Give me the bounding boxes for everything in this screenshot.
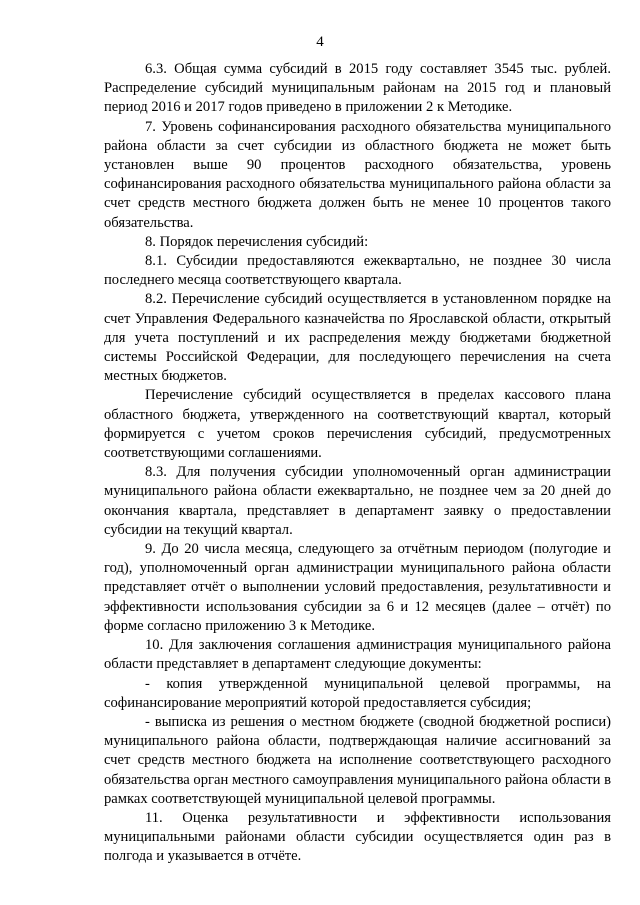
list-item-budget-extract: - выписка из решения о местном бюджете (сводной бюджетной росписи) муниципального района области, подтверждающая наличие ассигнований за счет средств местного бюджета на исполнение соответствующего расходного обязательства орган местного самоуправления муниципального района области в рамках соответствующей муниципальной целевой программы.	[104, 713, 611, 807]
paragraph-8: 8. Порядок перечисления субсидий:	[145, 233, 369, 250]
paragraph-11: 11. Оценка результативности и эффективности использования муниципальными районами области субсидии осуществляется один раз в полгода и указывается в отчёте.	[104, 809, 611, 865]
paragraph-6-3: 6.3. Общая сумма субсидий в 2015 году составляет 3545 тыс. рублей. Распределение субсидий муниципальным районам на 2015 год и плановый период 2016 и 2017 годов приведено в приложении 2 к Методике.	[104, 61, 611, 116]
paragraph-8-3: 8.3. Для получения субсидии уполномоченный орган администрации муниципального района области ежеквартально, не позднее чем за 20 дней до окончания квартала, представляет в департамент заявку о предоставлении субсидии на текущий квартал.	[104, 464, 611, 538]
paragraph-10: 10. Для заключения соглашения администрация муниципального района области представляет в департамент следующие документы:	[104, 637, 611, 673]
paragraph-7: 7. Уровень софинансирования расходного обязательства муниципального района области за счет субсидии из областного бюджета не может быть установлен выше 90 процентов расходного обязательства, уровень софинансирования расходного обязательства муниципального района области за счет средств местного бюджета должен быть не менее 10 процентов такого обязательства.	[104, 118, 611, 231]
document-body	[104, 60, 611, 867]
paragraph-8-2: 8.2. Перечисление субсидий осуществляется в установленном порядке на счет Управления Федерального казначейства по Ярославской области, открытый для учета поступлений и их распределения между бюджетами бюджетной системы Российской Федерации, для последующего перечисления на счета местных бюджетов.	[104, 291, 611, 385]
page-number: 4	[316, 34, 324, 50]
list-item-program-copy: - копия утвержденной муниципальной целевой программы, на софинансирование мероприятий которой предоставляется субсидия;	[104, 675, 611, 711]
paragraph-8-2-continued: Перечисление субсидий осуществляется в пределах кассового плана областного бюджета, утвержденного на соответствующий квартал, который формируется с учетом сроков перечисления субсидий, предусмотренных соответствующими соглашениями.	[104, 387, 611, 462]
paragraph-8-1: 8.1. Субсидии предоставляются ежеквартально, не позднее 30 числа последнего месяца соответствующего квартала.	[104, 253, 611, 289]
paragraph-9: 9. До 20 числа месяца, следующего за отчётным периодом (полугодие и год), уполномоченный орган администрации муниципального района области представляет отчёт о выполнении условий предоставления, результативности и эффективности использования субсидии за 6 и 12 месяцев (далее – отчёт) по форме согласно приложению 3 к Методике.	[104, 541, 611, 634]
